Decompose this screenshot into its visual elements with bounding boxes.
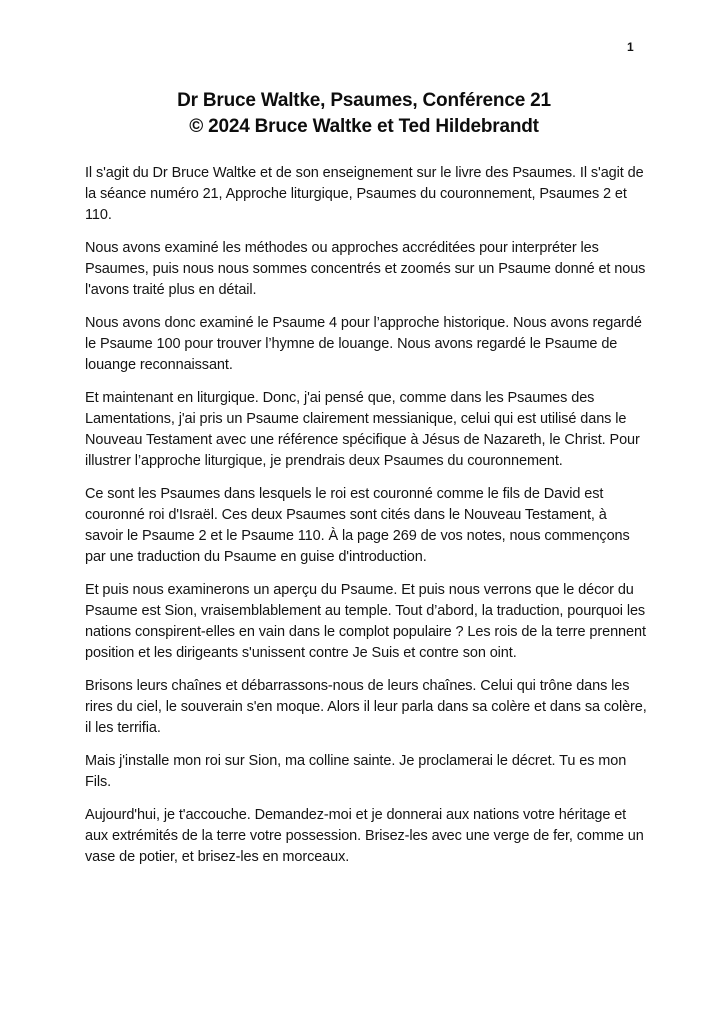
document-title: [85, 88, 643, 140]
page-number: 1: [627, 40, 634, 54]
title-line-1: Dr Bruce Waltke, Psaumes, Conférence 21: [177, 90, 551, 111]
paragraph: Et puis nous examinerons un aperçu du Psaume. Et puis nous verrons que le décor du Psaume est Sion, vraisemblablement au temple. Tout d’abord, la traduction, pourquoi les nations conspirent-elles en vain dans le complot populaire ? Les rois de la terre prennent position et les dirigeants s'unissent contre Je Suis et contre son oint.: [85, 582, 646, 661]
paragraph: Mais j'installe mon roi sur Sion, ma colline sainte. Je proclamerai le décret. Tu es mon Fils.: [85, 753, 627, 790]
paragraph: Ce sont les Psaumes dans lesquels le roi est couronné comme le fils de David est couronné roi d'Israël. Ces deux Psaumes sont cités dans le Nouveau Testament, à savoir le Psaume 2 et le Psaume 110. À la page 269 de vos notes, nous commençons par une traduction du Psaume en guise d'introduction.: [85, 486, 630, 565]
paragraph: Et maintenant en liturgique. Donc, j'ai pensé que, comme dans les Psaumes des Lamentations, j'ai pris un Psaume clairement messianique, celui qui est utilisé dans le Nouveau Testament avec une référence spécifique à Jésus de Nazareth, le Christ. Pour illustrer l’approche liturgique, je prendrais deux Psaumes du couronnement.: [85, 390, 640, 469]
paragraph: Aujourd'hui, je t'accouche. Demandez-moi et je donnerai aux nations votre héritage et aux extrémités de la terre votre possession. Brisez-les avec une verge de fer, comme un vase de potier, et brisez-les en morceaux.: [85, 807, 644, 865]
paragraph: Brisons leurs chaînes et débarrassons-nous de leurs chaînes. Celui qui trône dans les rires du ciel, le souverain s'en moque. Alors il leur parla dans sa colère et dans sa colère, il les terrifia.: [85, 678, 647, 736]
paragraph: Nous avons donc examiné le Psaume 4 pour l’approche historique. Nous avons regardé le Psaume 100 pour trouver l’hymne de louange. Nous avons regardé le Psaume de louange reconnaissant.: [85, 315, 642, 373]
title-line-2: © 2024 Bruce Waltke et Ted Hildebrandt: [189, 116, 539, 137]
document-body: [85, 163, 647, 868]
paragraph: Nous avons examiné les méthodes ou approches accréditées pour interpréter les Psaumes, puis nous nous sommes concentrés et zoomés sur un Psaume donné et nous l'avons traité plus en détail.: [85, 240, 646, 298]
paragraph: Il s'agit du Dr Bruce Waltke et de son enseignement sur le livre des Psaumes. Il s'agit de la séance numéro 21, Approche liturgique, Psaumes du couronnement, Psaumes 2 et 110.: [85, 165, 644, 223]
